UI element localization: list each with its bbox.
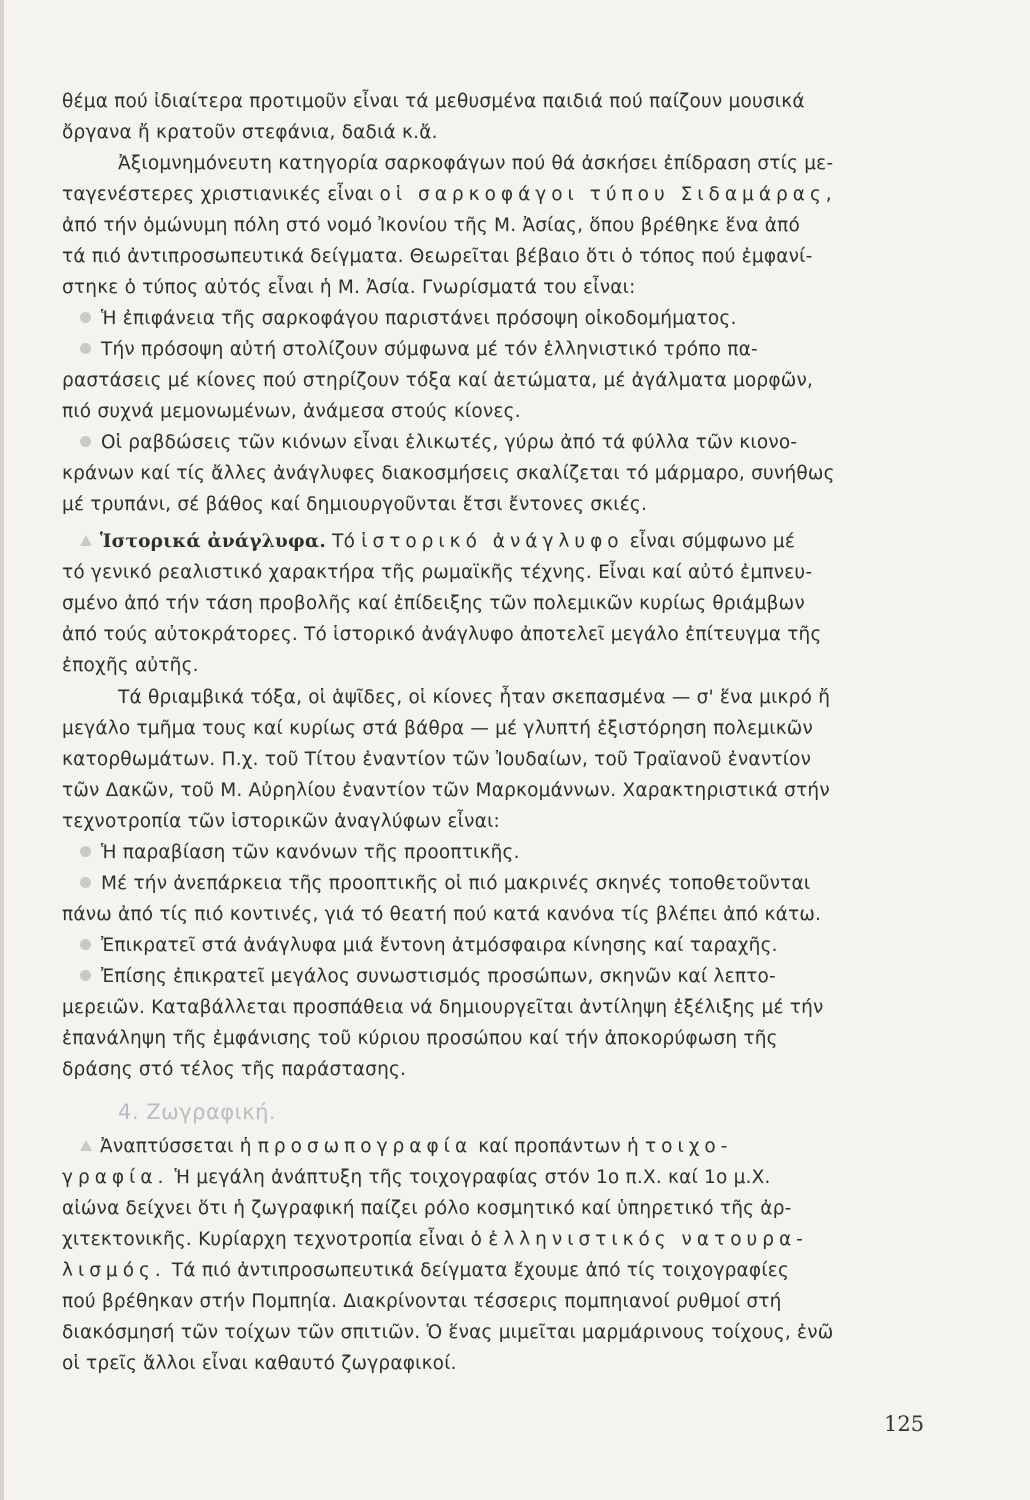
bullet-item (80, 841, 950, 865)
text-line: πιό συχνά μεμονωμένων, ἀνάμεσα στούς κίονες. (62, 401, 521, 422)
text-line (62, 183, 932, 207)
emphasis-term: γραφία. (62, 1167, 169, 1188)
bullet-item (80, 338, 950, 362)
text-line: τά πιό ἀντιπροσωπευτικά δείγματα. Θεωρεῖται βέβαιο ὅτι ὁ τόπος πού ἐμφανί- (62, 246, 813, 267)
subsection-line (80, 530, 950, 554)
subsection-title: Ἱστορικά ἀνάγλυφα. (100, 531, 326, 552)
text-line: οἱ τρεῖς ἄλλοι εἶναι καθαυτό ζωγραφικοί. (62, 1353, 457, 1374)
text-line: σμένο ἀπό τήν τάση προβολῆς καί ἐπίδειξης τῶν πολεμικῶν κυρίως θριάμβων (62, 593, 805, 614)
bullet-icon (80, 436, 91, 447)
bullet-text: Μέ τήν ἀνεπάρκεια τῆς προοπτικῆς οἱ πιό μακρινές σκηνές τοποθετοῦνται (101, 873, 811, 894)
text-line: κράνων καί τίς ἄλλες ἀνάγλυφες διακοσμήσεις σκαλίζεται τό μάρμαρο, συνήθως (62, 463, 835, 484)
bullet-text: Τήν πρόσοψη αὐτή στολίζουν σύμφωνα μέ τόν ἑλληνιστικό τρόπο πα- (101, 339, 758, 360)
bullet-icon (80, 970, 91, 981)
page-edge-shadow (0, 0, 4, 1500)
bullet-icon (80, 846, 91, 857)
text-line: ἐποχῆς αὐτῆς. (62, 655, 199, 676)
text-line: μέ τρυπάνι, σέ βάθος καί δημιουργοῦνται ἔτσι ἔντονες σκιές. (62, 494, 648, 515)
text-span: Τά πιό ἀντιπροσωπευτικά δείγματα ἔχουμε ἀπό τίς τοιχογραφίες (171, 1260, 790, 1281)
bullet-item (80, 934, 950, 958)
text-line: τῶν Δακῶν, τοῦ Μ. Αὐρηλίου ἐναντίον τῶν Μαρκομάννων. Χαρακτηριστικά στήν (62, 780, 830, 801)
bullet-item (80, 307, 950, 331)
text-line: ἀπό τήν ὁμώνυμη πόλη στό νομό Ἰκονίου τῆς Μ. Ἀσίας, ὅπου βρέθηκε ἕνα ἀπό (62, 215, 801, 236)
bullet-icon (80, 312, 91, 323)
bullet-icon (80, 343, 91, 354)
triangle-marker-icon (80, 1140, 92, 1151)
text-line: ἀπό τούς αὐτοκράτορες. Τό ἱστορικό ἀνάγλυφο ἀποτελεῖ μεγάλο ἐπίτευγμα τῆς (62, 624, 822, 645)
bullet-text: Ἡ παραβίαση τῶν κανόνων τῆς προοπτικῆς. (101, 842, 520, 863)
text-line (62, 1228, 932, 1252)
text-span: Ἀναπτύσσεται ἡ (100, 1136, 252, 1157)
subsection-line (80, 1135, 950, 1159)
emphasis-term: οἱ σαρκοφάγοι τύπου Σιδαμάρας, (379, 184, 837, 205)
text-line (62, 1259, 932, 1283)
text-line: ραστάσεις μέ κίονες πού στηρίζουν τόξα καί ἀετώματα, μέ ἀγάλματα μορφῶν, (62, 370, 814, 391)
emphasis-term: τοιχο- (645, 1136, 733, 1157)
emphasis-term: προσωπογραφία (257, 1136, 473, 1157)
text-line: τεχνοτροπία τῶν ἱστορικῶν ἀναγλύφων εἶναι: (62, 811, 500, 832)
text-span: Ἡ μεγάλη ἀνάπτυξη τῆς τοιχογραφίας στόν 1ο π.Χ. καί 1ο μ.Χ. (174, 1167, 771, 1188)
text-span: Τό (332, 531, 356, 552)
emphasis-term: ἱστορικό ἀνάγλυφο (361, 531, 624, 552)
triangle-marker-icon (80, 535, 92, 546)
bullet-icon (80, 877, 91, 888)
text-line: τό γενικό ρεαλιστικό χαρακτήρα τῆς ρωμαϊκῆς τέχνης. Εἶναι καί αὐτό ἐμπνευ- (62, 562, 813, 583)
text-line: ὄργανα ἤ κρατοῦν στεφάνια, δαδιά κ.ἄ. (62, 122, 438, 143)
text-line: κατορθωμάτων. Π.χ. τοῦ Τίτου ἐναντίον τῶν Ἰουδαίων, τοῦ Τραϊανοῦ ἐναντίον (62, 749, 812, 770)
bullet-text: Ἡ ἐπιφάνεια τῆς σαρκοφάγου παριστάνει πρόσοψη οἰκοδομήματος. (101, 308, 737, 329)
text-line: ἐπανάληψη τῆς ἐμφάνισης τοῦ κύριου προσώπου καί τήν ἀποκορύφωση τῆς (62, 1028, 778, 1049)
text-line: Τά θριαμβικά τόξα, οἱ ἁψῖδες, οἱ κίονες ἦταν σκεπασμένα — σ' ἕνα μικρό ἤ (118, 687, 831, 708)
text-line: μεγάλο τμῆμα τους καί κυρίως στά βάθρα — μέ γλυπτή ἐξιστόρηση πολεμικῶν (62, 718, 814, 739)
text-span: καί προπάντων ἡ (478, 1136, 639, 1157)
text-line: στηκε ὁ τύπος αὐτός εἶναι ἡ Μ. Ἀσία. Γνωρίσματά του εἶναι: (62, 277, 636, 298)
text-line: πάνω ἀπό τίς πιό κοντινές, γιά τό θεατή πού κατά κανόνα τίς βλέπει ἀπό κάτω. (62, 904, 822, 925)
bullet-item (80, 872, 950, 896)
bullet-text: Ἐπικρατεῖ στά ἀνάγλυφα μιά ἔντονη ἀτμόσφαιρα κίνησης καί ταραχῆς. (101, 935, 778, 956)
section-heading: 4. Ζωγραφική. (118, 1100, 277, 1124)
text-line: μερειῶν. Καταβάλλεται προσπάθεια νά δημιουργεῖται ἀντίληψη ἐξέλιξης μέ τήν (62, 997, 824, 1018)
text-span: εἶναι σύμφωνο μέ (629, 531, 796, 552)
emphasis-term: λισμός. (62, 1260, 166, 1281)
text-line: Ἀξιομνημόνευτη κατηγορία σαρκοφάγων πού θά ἀσκήσει ἐπίδραση στίς με- (118, 153, 834, 174)
bullet-text: Ἐπίσης ἐπικρατεῖ μεγάλος συνωστισμός προσώπων, σκηνῶν καί λεπτο- (101, 966, 776, 987)
text-span: χιτεκτονικῆς. Κυρίαρχη τεχνοτροπία εἶναι ὁ (62, 1229, 483, 1250)
emphasis-term: ἑλληνιστικός νατουρα- (488, 1229, 808, 1250)
text-line: πού βρέθηκαν στήν Πομπηία. Διακρίνονται τέσσερις πομπηιανοί ρυθμοί στή (62, 1291, 782, 1312)
bullet-icon (80, 939, 91, 950)
text-line: αἰώνα δείχνει ὅτι ἡ ζωγραφική παίζει ρόλο κοσμητικό καί ὑπηρετικό τῆς ἀρ- (62, 1198, 792, 1219)
text-line (62, 1166, 932, 1190)
bullet-text: Οἱ ραβδώσεις τῶν κιόνων εἶναι ἑλικωτές, γύρω ἀπό τά φύλλα τῶν κιονο- (101, 432, 798, 453)
text-line: δράσης στό τέλος τῆς παράστασης. (62, 1059, 407, 1080)
bullet-item (80, 431, 950, 455)
page-number: 125 (884, 1412, 925, 1436)
bullet-item (80, 965, 950, 989)
text-span: ταγενέστερες χριστιανικές εἶναι (62, 184, 374, 205)
text-line: διακόσμησή τῶν τοίχων τῶν σπιτιῶν. Ὁ ἕνας μιμεῖται μαρμάρινους τοίχους, ἐνῶ (62, 1322, 834, 1343)
text-line: θέμα πού ἰδιαίτερα προτιμοῦν εἶναι τά μεθυσμένα παιδιά πού παίζουν μουσικά (62, 91, 805, 112)
